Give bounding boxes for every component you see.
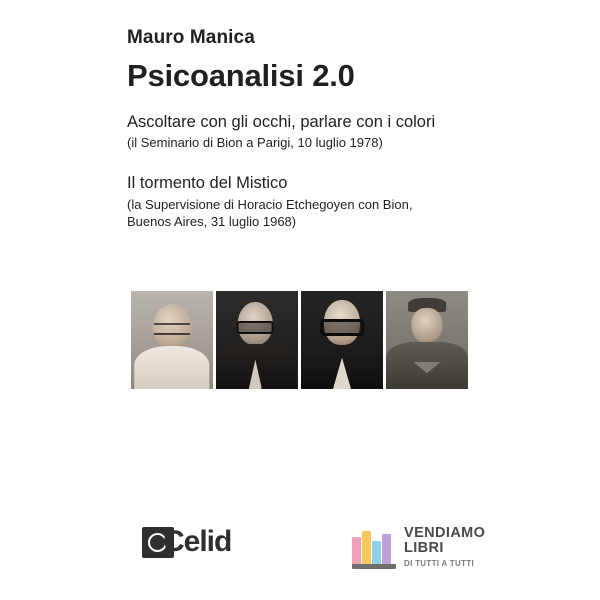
subtitle-second-note [127,196,547,231]
shelf-bar [352,564,396,569]
subtitle-first: Ascoltare con gli occhi, parlare con i colori [127,113,436,132]
portrait-photo-3 [301,291,383,389]
subtitle-second: Il tormento del Mistico [127,173,288,192]
seller-badge-line-2: LIBRI [404,540,444,557]
book-spine-1 [352,537,361,565]
cover-text-block [127,28,547,231]
book-spine-4 [382,534,391,565]
book-spine-2 [362,531,371,565]
portrait-photo-strip [131,291,468,389]
glasses-icon [237,321,274,334]
portrait-photo-1 [131,291,213,389]
glasses-icon [154,323,190,335]
subtitle-first-note: (il Seminario di Bion a Parigi, 10 luglio 1978) [127,135,383,151]
publisher-logo-celid [142,527,234,559]
subtitle-second-note-line-1: (la Supervisione di Horacio Etchegoyen con Bion, [127,196,413,212]
book-spine-3 [372,541,381,565]
portrait-photo-2 [216,291,298,389]
seller-badge-line-1: VENDIAMO [404,525,486,541]
subtitle-second-note-line-2: Buenos Aires, 31 luglio 1968) [127,214,297,230]
seller-badge-line-3: DI TUTTI A TUTTI [404,559,474,569]
glasses-icon [320,319,364,336]
portrait-head-shape [411,308,442,343]
author-name: Mauro Manica [127,27,255,48]
portrait-body-shape [134,346,209,389]
seller-badge-vendiamo-libri [352,523,488,567]
books-stack-icon [352,525,396,565]
portrait-photo-4 [386,291,468,389]
book-title: Psicoanalisi 2.0 [127,57,355,93]
seller-badge-text [404,526,488,568]
celid-wordmark: Celid [163,525,232,558]
